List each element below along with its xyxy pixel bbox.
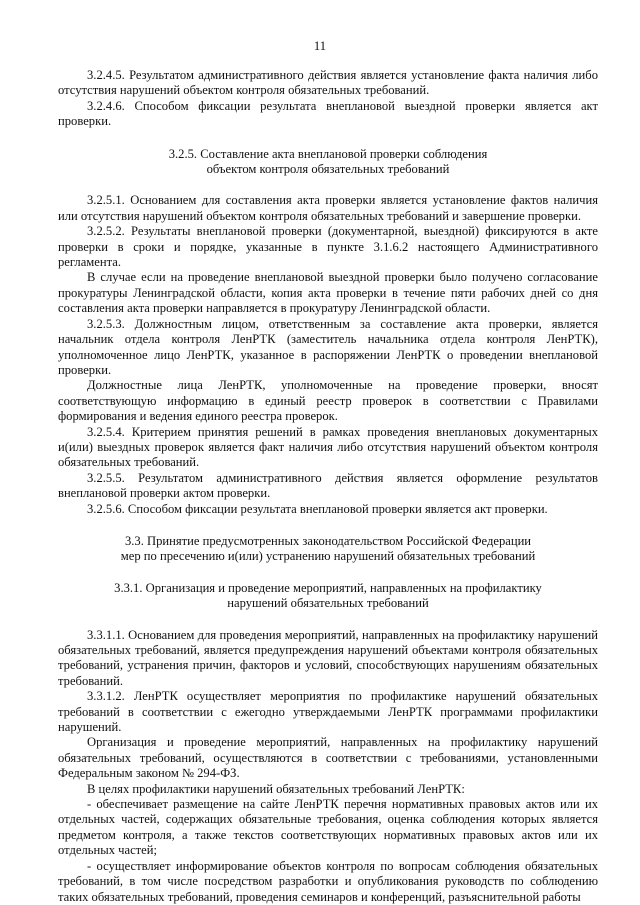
paragraph-3-2-4-5: 3.2.4.5. Результатом административного действия является установление факта наличия либо отсутствия нарушений объектом контроля обязательных требований. <box>58 68 598 98</box>
paragraph-prosecutor-approval: В случае если на проведение внеплановой выездной проверки было получено согласование прокуратуры Ленинградской области, копия акта проверки в течение пяти рабочих дней со дня составления акта проверки направляется в прокуратуру Ленинградской области. <box>58 270 598 316</box>
paragraph-prevention-intro: В целях профилактики нарушений обязательных требований ЛенРТК: <box>87 781 465 796</box>
paragraph-3-3-1-2: 3.3.1.2. ЛенРТК осуществляет мероприятия по профилактике нарушений обязательных требований в соответствии с ежегодно утверждаемыми ЛенРТК программами профилактики нарушений. <box>58 689 598 735</box>
paragraph-3-2-5-3: 3.2.5.3. Должностным лицом, ответственным за составление акта проверки, является начальник отдела контроля ЛенРТК (заместитель начальника отдела контроля ЛенРТК), уполномоченное лицо ЛенРТК, указанное в распоряжении ЛенРТК о проведении внеплановой проверки. <box>58 316 598 377</box>
section-heading-3-2-5-line-1: 3.2.5. Составление акта внеплановой проверки соблюдения <box>168 146 488 161</box>
paragraph-prevention-organization: Организация и проведение мероприятий, направленных на профилактику нарушений обязательных требований, осуществляются в соответствии с требованиями, установленными Федеральным законом № 294-ФЗ. <box>58 735 598 781</box>
paragraph-3-2-5-2: 3.2.5.2. Результаты внеплановой проверки (документарной, выездной) фиксируются в акте проверки в сроки и порядке, указанные в пункте 3.1.6.2 настоящего Административного регламента. <box>58 224 598 270</box>
document-body <box>58 68 598 905</box>
paragraph-3-2-5-1: 3.2.5.1. Основанием для составления акта проверки является установление фактов наличия или отсутствия нарушений объектом контроля обязательных требований и завершение проверки. <box>58 193 598 223</box>
section-heading-3-3-1-line-1: 3.3.1. Организация и проведение мероприятий, направленных на профилактику <box>114 580 542 595</box>
section-heading-3-3-1-line-2: нарушений обязательных требований <box>227 596 429 611</box>
paragraph-3-2-5-6: 3.2.5.6. Способом фиксации результата внеплановой проверки является акт проверки. <box>87 501 548 516</box>
paragraph-3-2-5-5: 3.2.5.5. Результатом административного действия является оформление результатов внеплановой проверки актом проверки. <box>58 470 598 501</box>
paragraph-3-2-4-6: 3.2.4.6. Способом фиксации результата внеплановой выездной проверки является акт проверки. <box>58 98 598 129</box>
page-number: 11 <box>313 39 327 53</box>
section-heading-3-3-line-2: мер по пресечению и(или) устранению нарушений обязательных требований <box>120 549 536 564</box>
section-heading-3-3-line-1: 3.3. Принятие предусмотренных законодательством Российской Федерации <box>124 533 532 548</box>
section-heading-3-2-5-line-2: объектом контроля обязательных требований <box>206 162 450 177</box>
paragraph-unified-register: Должностные лица ЛенРТК, уполномоченные на проведение проверки, вносят соответствующую информацию в единый реестр проверок в соответствии с Правилами формирования и ведения единого реестра проверок. <box>58 378 598 424</box>
list-item-website-publication: - обеспечивает размещение на сайте ЛенРТК перечня нормативных правовых актов или их отдельных частей, содержащих обязательные требования, оценка соблюдения которых является предметом контроля, а также текстов соответствующих нормативных правовых актов или их отдельных частей; <box>58 797 598 858</box>
paragraph-3-2-5-4: 3.2.5.4. Критерием принятия решений в рамках проведения внеплановых документарных и(или) выездных проверок является факт наличия либо отсутствия нарушений объектом контроля обязательных требований. <box>58 424 598 470</box>
list-item-informing: - осуществляет информирование объектов контроля по вопросам соблюдения обязательных требований, в том числе посредством разработки и опубликования руководств по соблюдению таких обязательных требований, проведения семинаров и конференций, разъяснительной работы <box>58 858 598 904</box>
paragraph-3-3-1-1: 3.3.1.1. Основанием для проведения мероприятий, направленных на профилактику нарушений обязательных требований, является предупреждения нарушений объектами контроля обязательных требований, устранения причин, факторов и условий, способствующих нарушениям обязательных требований. <box>58 627 598 688</box>
